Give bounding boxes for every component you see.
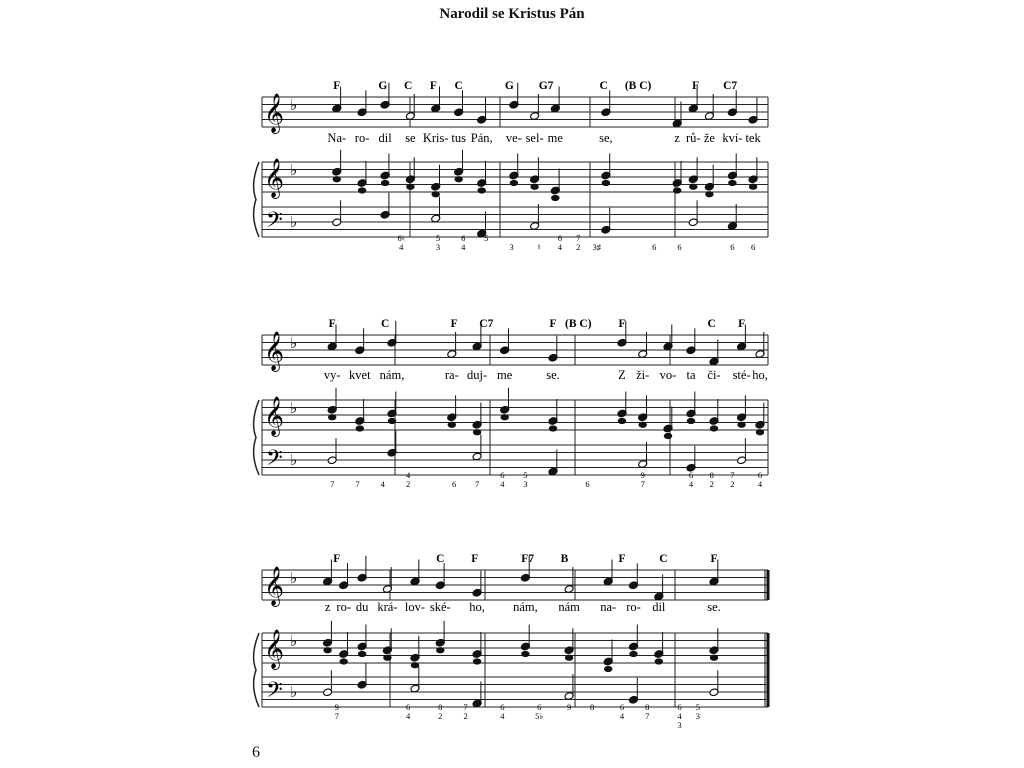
lyric-syllable: dil [652, 600, 666, 614]
lyric-syllable: tek [745, 131, 761, 145]
lyric-syllable: z [324, 600, 331, 614]
note-head [521, 651, 529, 657]
note-head [728, 180, 736, 186]
figured-bass-number: 6 [537, 702, 542, 712]
figured-bass-number: 2 [438, 711, 443, 721]
lyric-syllable: ro- [336, 600, 351, 614]
note-head [411, 662, 419, 668]
treble-clef: 𝄞 [264, 160, 285, 197]
note-head [756, 429, 764, 435]
figured-bass-number: 9 [566, 702, 572, 712]
figured-bass-number: 3 [509, 242, 514, 252]
figured-bass-number: 6 [750, 242, 756, 252]
note-head [406, 184, 414, 190]
figured-bass-number: 7 [730, 470, 735, 480]
figured-bass-number: 4 [688, 479, 694, 489]
note-head [549, 425, 557, 431]
figured-bass-number: 8 [709, 470, 714, 480]
figured-bass-number: 4 [405, 470, 411, 480]
treble-clef: 𝄞 [264, 568, 285, 605]
note-head [629, 651, 637, 657]
chord-symbol: F [429, 80, 437, 92]
figured-bass-number: 8 [438, 702, 443, 712]
chord-symbol: C [380, 318, 390, 330]
chord-symbol: F7 [521, 553, 535, 565]
figured-bass-number: 2 [463, 711, 468, 721]
figured-bass-number: 7 [334, 711, 339, 721]
note-head [323, 647, 331, 653]
note-head [618, 418, 626, 424]
page-title: Narodil se Kristus Pán [439, 6, 585, 22]
figured-bass-number: 3 [677, 720, 682, 730]
figured-bass-number: 8 [645, 702, 650, 712]
lyric-syllable: Z [618, 368, 626, 382]
figured-bass-number: 2 [730, 479, 735, 489]
lyric-syllable: na- [600, 600, 617, 614]
chord-symbol: F [618, 553, 626, 565]
figured-bass-number: 3♯ [592, 242, 601, 252]
chord-symbol: F [710, 553, 718, 565]
piano-brace [254, 400, 259, 475]
lyric-syllable: ra- [444, 368, 459, 382]
chord-symbol: C7 [479, 318, 494, 330]
figured-bass-number: 4 [619, 711, 625, 721]
figured-bass-number: 9 [334, 702, 339, 712]
lyric-syllable: ve- [505, 131, 522, 145]
note-head [749, 184, 757, 190]
note-head [448, 422, 456, 428]
figured-bass-number: 6 [585, 479, 590, 489]
treble-clef: 𝄞 [264, 398, 285, 435]
chord-symbol: F [692, 80, 700, 92]
piano-brace [254, 162, 259, 237]
figured-bass-number: 2 [405, 479, 411, 489]
figured-bass-number: 3 [695, 711, 701, 721]
note-head [664, 433, 672, 439]
figured-bass-number: 3 [435, 242, 441, 252]
lyric-syllable: ho, [469, 600, 485, 614]
note-head [604, 666, 612, 672]
lyric-syllable: ro- [626, 600, 641, 614]
note-head [383, 655, 391, 661]
lyric-syllable: sel- [525, 131, 544, 145]
chord-symbol: F [471, 553, 479, 565]
note-head [737, 422, 745, 428]
note-head [333, 176, 341, 182]
lyric-syllable: či- [707, 368, 721, 382]
bass-clef: 𝄢 [266, 446, 283, 475]
lyric-syllable: že [703, 131, 715, 145]
figured-bass-number: 5 [695, 702, 701, 712]
figured-bass-number: 4 [399, 242, 404, 252]
lyric-syllable: se. [707, 600, 721, 614]
lyric-syllable: me [497, 368, 513, 382]
chord-symbol: (B C) [624, 80, 652, 92]
lyric-syllable: ta [686, 368, 696, 382]
figured-bass-number: 6 [652, 242, 657, 252]
flat-key-signature: ♭ [290, 453, 298, 469]
lyric-syllable: me [547, 131, 563, 145]
figured-bass-number: 6 [500, 470, 505, 480]
note-head [655, 658, 663, 664]
lyric-syllable: Na- [327, 131, 347, 145]
note-head [705, 191, 713, 197]
lyric-syllable: nám [558, 600, 580, 614]
note-head [530, 184, 538, 190]
lyric-syllable: du [355, 600, 369, 614]
note-head [358, 651, 366, 657]
figured-bass-number: 4 [757, 479, 763, 489]
figured-bass-number: 7 [330, 479, 335, 489]
flat-key-signature: ♭ [290, 163, 298, 179]
chord-symbol: F [549, 318, 557, 330]
lyric-syllable: rů- [686, 131, 701, 145]
figured-bass-number: 4 [405, 711, 411, 721]
note-head [356, 425, 364, 431]
note-head [328, 414, 336, 420]
note-head [436, 647, 444, 653]
figured-bass-number: 4 [500, 711, 505, 721]
chord-symbol: C [454, 80, 463, 92]
treble-clef: 𝄞 [264, 333, 285, 370]
chord-symbol: F [618, 318, 626, 330]
figured-bass-number: 6 [688, 470, 694, 480]
page-number: 6 [252, 744, 260, 761]
figured-bass-number: 4 [677, 711, 682, 721]
chord-symbol: C7 [723, 80, 738, 92]
figured-bass-number: 4 [380, 479, 385, 489]
note-head [455, 176, 463, 182]
lyric-syllable: se, [599, 131, 613, 145]
chord-symbol: F [328, 318, 336, 330]
figured-bass-number: 2 [709, 479, 714, 489]
flat-key-signature: ♭ [290, 215, 298, 231]
lyric-syllable: kvet [349, 368, 371, 382]
figured-bass-number: 6 [619, 702, 625, 712]
note-head [602, 180, 610, 186]
lyric-syllable: duj- [467, 368, 488, 382]
note-head [689, 184, 697, 190]
figured-bass-number: 6 [557, 233, 563, 243]
lyric-syllable: vo- [659, 368, 677, 382]
lyric-syllable: se. [546, 368, 560, 382]
figured-bass-number: 6 [451, 479, 457, 489]
bass-clef: 𝄢 [266, 208, 283, 237]
note-head [358, 187, 366, 193]
note-head [565, 655, 573, 661]
chord-symbol: C [436, 553, 445, 565]
note-head [687, 418, 695, 424]
lyric-syllable: lov- [404, 600, 426, 614]
note-head [501, 414, 509, 420]
note-head [710, 655, 718, 661]
figured-bass-number: 6♮ [397, 233, 405, 243]
lyric-syllable: Pán, [470, 131, 493, 145]
flat-key-signature: ♭ [290, 336, 298, 352]
chord-symbol: C [403, 80, 413, 92]
note-head [510, 180, 518, 186]
figured-bass-number: ♮ [537, 242, 541, 252]
chord-symbol: G [378, 80, 388, 92]
figured-bass-number: 6 [677, 702, 682, 712]
chord-symbol: F [333, 80, 341, 92]
treble-clef: 𝄞 [264, 631, 285, 668]
note-head [551, 195, 559, 201]
note-head [673, 187, 681, 193]
figured-bass-number: 7 [463, 702, 468, 712]
chord-symbol: G7 [538, 80, 554, 92]
lyric-syllable: ro- [354, 131, 370, 145]
figured-bass-number: 3 [523, 479, 528, 489]
melody-staff [262, 570, 768, 600]
bass-clef: 𝄢 [266, 678, 283, 707]
lyric-syllable: sté- [732, 368, 751, 382]
lyric-syllable: kví- [722, 131, 743, 145]
lyric-syllable: tus [451, 131, 466, 145]
figured-bass-number: 6 [757, 470, 763, 480]
chord-symbol: (B C) [565, 318, 592, 330]
chord-symbol: G [504, 80, 514, 92]
lyric-syllable: vy- [323, 368, 341, 382]
flat-key-signature: ♭ [290, 98, 298, 114]
lyric-syllable: nám, [379, 368, 405, 382]
figured-bass-number: 6 [500, 702, 505, 712]
lyric-syllable: ho, [752, 368, 768, 382]
chord-symbol: C [659, 553, 668, 565]
note-head [381, 180, 389, 186]
note-head [710, 425, 718, 431]
figured-bass-number: 5 [523, 470, 528, 480]
lyric-syllable: Kris- [422, 131, 449, 145]
lyric-syllable: krá- [377, 600, 398, 614]
flat-key-signature: ♭ [290, 685, 298, 701]
piano-brace [254, 633, 259, 707]
note-head [432, 191, 440, 197]
figured-bass-number: 2 [576, 242, 581, 252]
note-head [340, 658, 348, 664]
flat-key-signature: ♭ [290, 571, 298, 587]
figured-bass-number: 5 [484, 233, 489, 243]
figured-bass-number: 9 [640, 470, 645, 480]
lyric-syllable: dil [378, 131, 392, 145]
lyric-syllable: se [405, 131, 416, 145]
figured-bass-number: 5 [435, 233, 441, 243]
figured-bass-number: 6 [730, 242, 735, 252]
figured-bass-number: 6 [461, 233, 466, 243]
figured-bass-number: 6 [405, 702, 411, 712]
lyric-syllable: ské- [429, 600, 451, 614]
note-head [473, 429, 481, 435]
figured-bass-number: 7 [355, 479, 360, 489]
figured-bass-number: 4 [461, 242, 466, 252]
figured-bass-number: 7 [640, 479, 645, 489]
chord-symbol: F [333, 553, 341, 565]
treble-clef: 𝄞 [264, 95, 285, 132]
note-head [639, 422, 647, 428]
lyric-syllable: ži- [636, 368, 650, 382]
note-head [388, 418, 396, 424]
lyric-syllable: z [674, 131, 680, 145]
chord-symbol: B [560, 553, 569, 565]
flat-key-signature: ♭ [290, 401, 298, 417]
chord-symbol: F [450, 318, 458, 330]
figured-bass-number: 4 [557, 242, 563, 252]
piano-treble-staff [262, 633, 768, 663]
lyric-syllable: nám, [513, 600, 538, 614]
figured-bass-number: 7 [576, 233, 581, 243]
figured-bass-number: 7 [474, 479, 480, 489]
chord-symbol: F [738, 318, 746, 330]
figured-bass-number: 4 [500, 479, 505, 489]
figured-bass-number: 5♭ [535, 711, 544, 721]
note-head [473, 658, 481, 664]
figured-bass-number: 7 [645, 711, 650, 721]
flat-key-signature: ♭ [290, 634, 298, 650]
chord-symbol: C [707, 318, 716, 330]
chord-symbol: C [599, 80, 608, 92]
figured-bass-number: 6 [677, 242, 682, 252]
figured-bass-number: 8 [589, 702, 595, 712]
note-head [478, 187, 486, 193]
